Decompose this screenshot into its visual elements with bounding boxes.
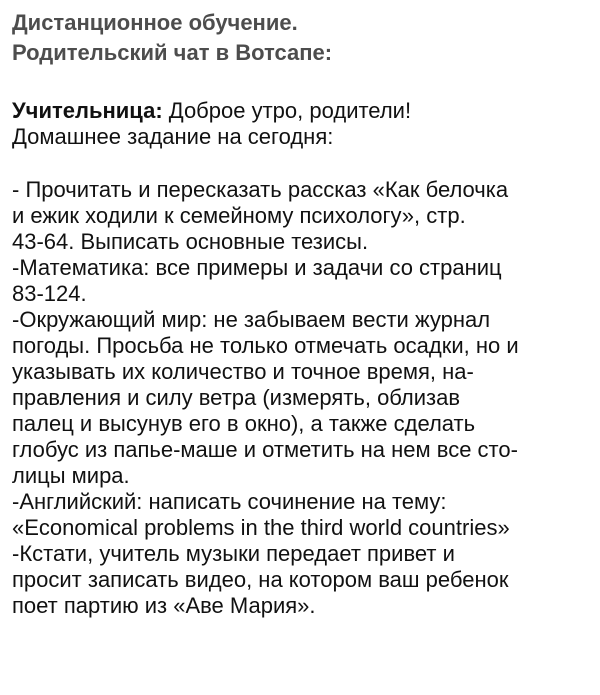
- message-line: -Кстати, учитель музыки передает привет и: [12, 541, 455, 566]
- message-line: правления и силу ветра (измерять, облизав: [12, 385, 461, 410]
- document-header: [12, 8, 592, 68]
- message-line: «Economical problems in the third world countries»: [12, 515, 510, 540]
- message-line: поет партию из «Аве Мария».: [12, 593, 316, 618]
- message-line: 83-124.: [12, 281, 87, 306]
- message-line: -Английский: написать сочинение на тему:: [12, 489, 447, 514]
- header-title-line2: Родительский чат в Вотсапе:: [12, 40, 333, 65]
- message-greeting: Доброе утро, родители!: [168, 98, 412, 123]
- message-line: 43-64. Выписать основные тезисы.: [12, 229, 369, 254]
- message-line: - Прочитать и пересказать рассказ «Как белочка: [12, 177, 509, 202]
- message-line: палец и высунув его в окно), а также сделать: [12, 411, 476, 436]
- message-line: погоды. Просьба не только отмечать осадки, но и: [12, 333, 519, 358]
- message-line: -Окружающий мир: не забываем вести журнал: [12, 307, 491, 332]
- message-line: -Математика: все примеры и задачи со страниц: [12, 255, 502, 280]
- document-page: [12, 0, 592, 619]
- message-line: просит записать видео, на котором ваш ребенок: [12, 567, 509, 592]
- message-line: указывать их количество и точное время, на-: [12, 359, 474, 384]
- message-opening-line: [12, 98, 592, 124]
- message-line: лицы мира.: [12, 463, 130, 488]
- message-line: и ежик ходили к семейному психологу», стр.: [12, 203, 466, 228]
- message-blank-line: [12, 150, 592, 177]
- teacher-message: [12, 98, 592, 619]
- header-title-line1: Дистанционное обучение.: [12, 10, 298, 35]
- message-line: глобус из папье-маше и отметить на нем все сто-: [12, 437, 518, 462]
- message-line: Домашнее задание на сегодня:: [12, 124, 334, 149]
- message-speaker: Учительница:: [12, 98, 163, 123]
